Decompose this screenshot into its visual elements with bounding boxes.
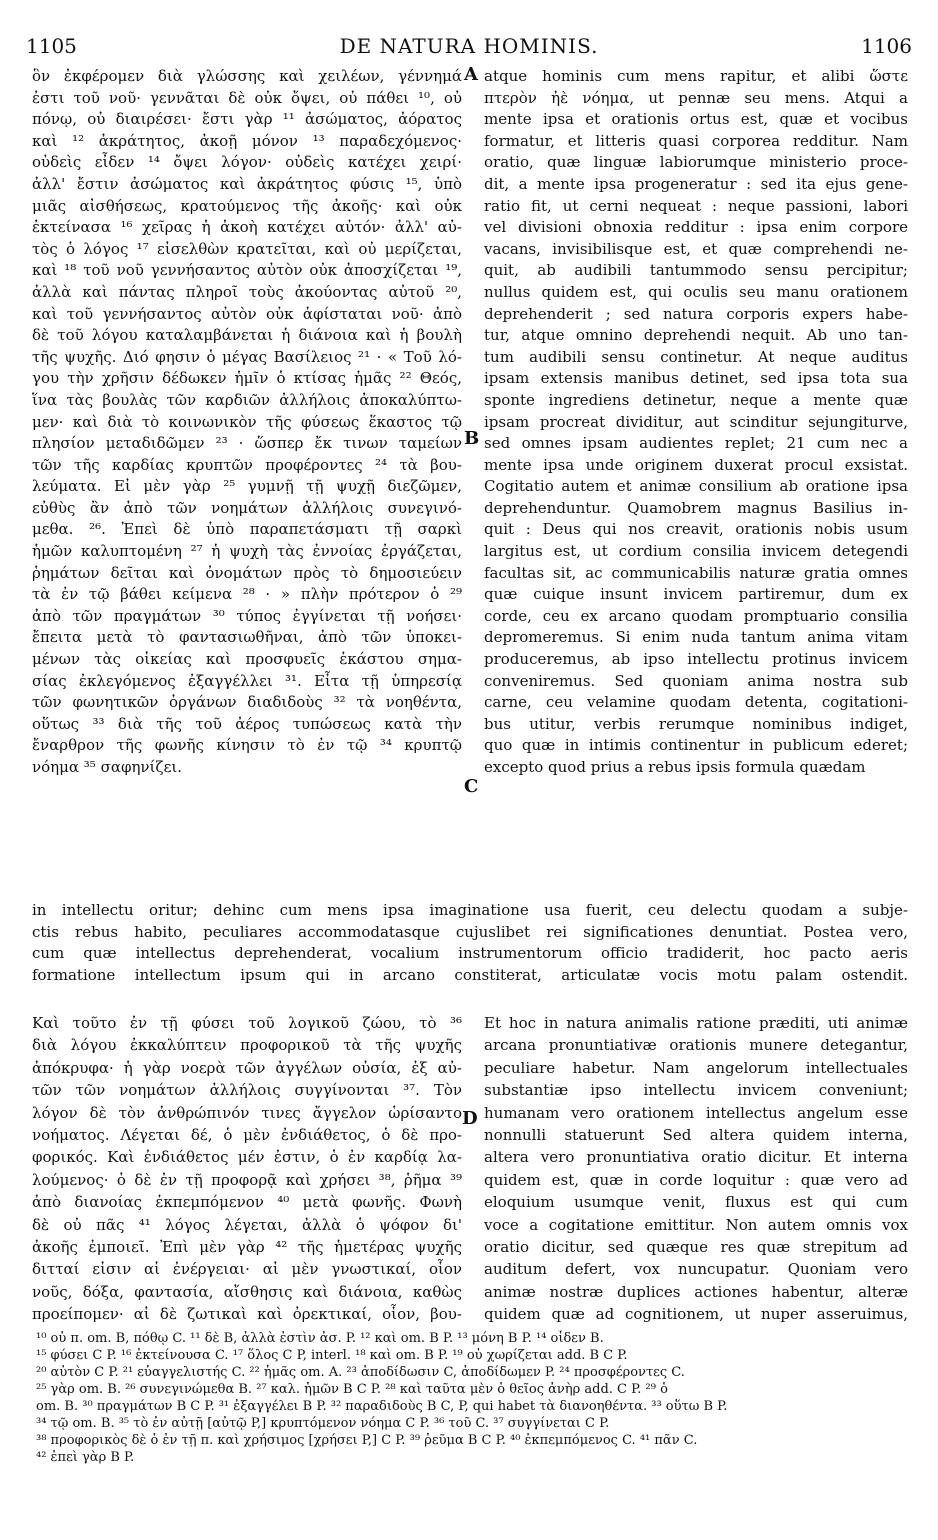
latin-text-line: vel divisioni obnoxia redditur : ipsa enim corpore [484,218,908,237]
footnote-line: ¹⁰ οὐ π. om. B, πόθῳ C. ¹¹ δὲ B, ἀλλὰ ἐστὶν ἀσ. P. ¹² καὶ om. B P. ¹³ μόνη B P. ¹⁴ οἶδεν B. [36,1331,604,1346]
latin-text-line: humanam vero orationem intellectus angelum esse [484,1103,908,1122]
latin-text-line: deprehenduntur. Quamobrem magnus Basilius in- [484,498,908,517]
greek-text-line: καὶ ¹⁸ τοῦ νοῦ γεννήσαντος αὐτὸν οὐκ ἀποσχίζεται ¹⁹, [32,261,462,280]
latin-text-line: carne, ceu velamine quodam detenta, cogitationi- [484,693,908,712]
latin-text-line: vacans, invisibilisque est, et quæ comprehendi ne- [484,239,908,258]
greek-text-line: σίας ἐκλεγόμενος ἐξαγγέλλει ³¹. Εἶτα τῇ ὑπηρεσίᾳ [32,671,462,690]
margin-letter-b: B [464,428,480,449]
latin-text-line: substantiæ ipso intellectu invicem conveniunt; [484,1081,908,1100]
latin-text-line: Cogitatio autem et animæ consilium ab oratione ipsa [484,477,908,496]
greek-text-line: ἀλλὰ καὶ πάντας πληροῖ τοὺς ἀκούοντας αὐτοῦ ²⁰, [32,282,462,301]
greek-text-line: καὶ τοῦ γεννήσαντος αὐτὸν οὐκ ἀφίσταται νοῦ· ἀπὸ [32,304,462,323]
greek-text-line: ἀπὸ διανοίας ἐκπεμπόμενον ⁴⁰ μετὰ φωνῆς. Φωνὴ [32,1193,462,1212]
greek-text-line: ὃν ἐκφέρομεν διὰ γλώσσης καὶ χειλέων, γέννημά [32,67,462,85]
latin-text-line: auditum defert, vox nuncupatur. Quoniam vero [484,1260,908,1279]
greek-text-line: μιᾶς αἰσθήσεως, κρατούμενος τῆς ἀκοῆς· καὶ οὐκ [32,196,462,215]
latin-text-line: quæ cuique insunt invicem partiremur, dum ex [484,585,908,604]
greek-text-line: γου τὴν χρῆσιν δέδωκεν ἡμῖν ὁ κτίσας ἡμᾶς ²² Θεός, [32,369,462,388]
latin-text-line: mente ipsa et orationis ortus est, quæ et vocibus [484,110,908,129]
latin-text-line: tur, atque omnino deprehendi nequit. Ab uno tan- [484,326,908,345]
footnote-line: ⁴² ἐπεὶ γὰρ B P. [36,1450,135,1465]
greek-text-line: τὸς ὁ λόγος ¹⁷ εἰσελθὼν κρατεῖται, καὶ οὐ μερίζεται, [32,239,462,258]
greek-text-line: Καὶ τοῦτο ἐν τῇ φύσει τοῦ λογικοῦ ζώου, τὸ ³⁶ [32,1014,462,1032]
latin-text-line: oratio, quæ linguæ labiorumque ministerio proce- [484,153,908,172]
greek-text-line: νοῦς, δόξα, φαντασία, αἴσθησις καὶ διάνοια, καθὼς [32,1282,462,1301]
greek-column [32,66,462,779]
latin-text-line: mente ipsa unde originem duxerat procul exsistat. [484,455,908,474]
footnote-line: ³⁸ προφορικὸς δὲ ὁ ἐν τῇ π. καὶ χρήσιμος [χρήσει P,] C P. ³⁹ ῥεῦμα B C P. ⁴⁰ ἐκπεμπόμενος C. ⁴¹ πᾶν C. [36,1433,698,1448]
latin-text-line: oratio dicitur, sed quæque res quæ strepitum ad [484,1238,908,1257]
latin-text-line: ratio fit, ut cerni nequeat : neque passioni, labori [484,196,908,215]
greek-text-line: πλησίον μεταδιδῶμεν ²³ · ὥσπερ ἔκ τινων ταμείων [32,434,462,453]
greek-text-line: νοήματος. Λέγεται δέ, ὁ μὲν ἐνδιάθετος, ὁ δὲ προ- [32,1126,462,1145]
greek-text-line: ἀλλ' ἔστιν ἀσώματος καὶ ἀκράτητος φύσις ¹⁵, ὑπὸ [32,174,462,193]
latin-text-line: πτερὸν ἠὲ νόημα, ut pennæ seu mens. Atqui a [484,88,908,107]
latin-text-line: altera vero pronuntiativa oratio dicitur. Et interna [484,1148,908,1167]
greek-text-line: ἐστι τοῦ νοῦ· γεννᾶται δὲ οὐκ ὄψει, οὐ πάθει ¹⁰, οὐ [32,88,462,107]
right-page-number: 1106 [861,34,912,58]
latin-text-line: sed omnes ipsam audientes replet; 21 cum nec a [484,434,908,453]
latin-text-line: in intellectu oritur; dehinc cum mens ipsa imaginatione usa fuerit, ceu delectu quodam a subje- [32,901,908,919]
latin-text-line: tum audibili sensu continetur. At neque auditus [484,347,908,366]
latin-text-line: quo quæ in intimis continentur in publicum ederet; [484,736,908,755]
page-header [0,0,938,56]
margin-letter-a: A [464,64,478,85]
latin-column-section-2 [484,1012,908,1326]
greek-text-line: ἀκοῆς ἐμποιεῖ. Ἐπὶ μὲν γὰρ ⁴² τῆς ἡμετέρας ψυχῆς [32,1238,462,1257]
greek-text-line: λόγον δὲ τὸν ἀνθρώπινόν τινες ἄγγελον ὡρίσαντο [32,1103,462,1122]
greek-text-line: μεν· καὶ διὰ τὸ κοινωνικὸν τῆς φύσεως ἕκαστος τῷ [32,412,462,431]
greek-text-line: τὰ ἐν τῷ βάθει κείμενα ²⁸ · » πλὴν πρότερον ὁ ²⁹ [32,585,462,604]
latin-text-line: animæ nostræ duplices actiones habentur, alteræ [484,1282,908,1301]
latin-text-line: ipsam procreat dividitur, aut scinditur sejungiturve, [484,412,908,431]
greek-text-line: ἔναρθρον τῆς φωνῆς κίνησιν τὸ ἐν τῷ ³⁴ κρυπτῷ [32,736,462,755]
greek-text-line: προείπομεν· αἱ δὲ ζωτικαὶ καὶ ὀρεκτικαί, οἷον, βου- [32,1305,462,1324]
greek-text-line: ἔπειτα μετὰ τὸ φαντασιωθῆναι, ἀπὸ τῶν ὑποκει- [32,628,462,647]
margin-letter-c: C [464,776,479,797]
greek-text-line: εὐθὺς ἂν ἀπὸ τῶν νοημάτων ἀλλήλοις συνεγινό- [32,498,462,517]
latin-text-line: atque hominis cum mens rapitur, et alibi ὥστε [484,67,908,85]
latin-text-line: arcana pronuntiativæ orationis munere detegantur, [484,1036,908,1055]
latin-text-line: peculiare habetur. Nam angelorum intellectuales [484,1058,908,1077]
latin-text-line: excepto quod prius a rebus ipsis formula quædam [484,758,866,776]
latin-text-line: depromeremus. Si enim nuda tantum anima vitam [484,628,908,647]
greek-text-line: τῶν φωνητικῶν ὀργάνων διαδιδοὺς ³² τὰ νοηθέντα, [32,693,462,712]
margin-letter-d: D [462,1108,478,1129]
greek-text-line: φορικός. Καὶ ἐνδιάθετος μέν ἐστιν, ὁ ἐν καρδίᾳ λα- [32,1148,462,1167]
greek-text-line: οὕτως ³³ διὰ τῆς τοῦ ἀέρος τυπώσεως κατὰ τὴν [32,714,462,733]
greek-text-line: ἡμῶν καλυπτομένη ²⁷ ἡ ψυχὴ τὰς ἐννοίας ἐργάζεται, [32,542,462,561]
greek-text-line: πόνῳ, οὐ διαιρέσει· ἔστι γὰρ ¹¹ ἀσώματος, ἀόρατος [32,110,462,129]
greek-text-line: δὲ τοῦ λόγου καταλαμβάνεται ἡ διάνοια καὶ ἡ βουλὴ [32,326,462,345]
greek-text-line: ῥημάτων δεῖται καὶ ὀνομάτων πρὸς τὸ δημοσιεύειν [32,563,462,582]
greek-text-line: νόημα ³⁵ σαφηνίζει. [32,758,182,776]
greek-text-line: μένων τὰς οἰκείας καὶ προσφυεῖς ἑκάστου σημα- [32,650,462,669]
latin-text-line: bus utitur, verbis rerumque nominibus indiget, [484,714,908,733]
greek-text-line: τῶν τῆς καρδίας κρυπτῶν προφέροντες ²⁴ τὰ βου- [32,455,462,474]
latin-text-line: nullus quidem est, qui oculis seu manu orationem [484,282,908,301]
greek-text-line: λεύματα. Εἰ μὲν γὰρ ²⁵ γυμνῇ τῇ ψυχῇ διεζῶμεν, [32,477,462,496]
footnote-line: ²⁵ γὰρ om. B. ²⁶ συνεγινώμεθα B. ²⁷ καλ. ἡμῶν B C P. ²⁸ καὶ ταῦτα μὲν ὁ θεῖος ἀνὴρ add. C P. ²⁹ ὁ [36,1382,668,1397]
greek-text-line: διὰ λόγου ἐκκαλύπτειν προφορικοῦ τὰ τῆς ψυχῆς [32,1036,462,1055]
latin-text-line: produceremus, ab ipso intellectu protinus invicem [484,650,908,669]
latin-text-line: formatione intellectum ipsum qui in arcano constiterat, articulatæ vocis motu palam ostendit. [32,965,908,984]
latin-text-line: sponte ingrediens detinetur, neque a mente quæ [484,390,908,409]
greek-text-line: οὐδεὶς εἶδεν ¹⁴ ὄψει λόγον· οὐδεὶς κατέχει χειρί· [32,153,462,172]
greek-text-line: τῶν τῶν νοημάτων ἀλλήλοις συγγίνονται ³⁷. Τὸν [32,1081,462,1100]
greek-text-line: καὶ ¹² ἀκράτητος, ἀκοῇ μόνον ¹³ παραδεχόμενος· [32,131,462,150]
running-title: DE NATURA HOMINIS. [339,34,599,58]
greek-text-line: ἀπὸ τῶν πραγμάτων ³⁰ τύπος ἐγγίνεται τῇ νοήσει· [32,606,462,625]
latin-text-line: Et hoc in natura animalis ratione præditi, uti animæ [484,1014,908,1032]
greek-text-line: μεθα. ²⁶. Ἐπεὶ δὲ ὑπὸ παραπετάσματι τῇ σαρκὶ [32,520,462,539]
latin-text-line: ctis rebus habito, peculiares accommodatasque cujuslibet rei significationes denuntiat. Postea vero, [32,922,908,941]
latin-text-line: facultas sit, ac communicabilis naturæ gratia omnes [484,563,908,582]
latin-text-line: quidem est, quæ in corde loquitur : quæ vero ad [484,1170,908,1189]
latin-text-line: dit, a mente ipsa progeneratur : sed ita ejus gene- [484,174,908,193]
greek-column-section-2 [32,1012,462,1326]
latin-text-line: formatur, et litteris quasi corporea redditur. Nam [484,131,908,150]
greek-text-line: τῆς ψυχῆς. Διό φησιν ὁ μέγας Βασίλειος ²¹ · « Τοῦ λό- [32,347,462,366]
latin-text-line: corde, ceu ex arcano quodam promptuario consilia [484,606,908,625]
greek-text-line: διτταί εἰσιν αἱ ἐνέργειαι· αἱ μὲν γνωστικαί, οἷον [32,1260,462,1279]
latin-text-line: deprehenderit ; sed natura corporis expers habe- [484,304,908,323]
latin-text-line: eloquium usumque venit, fluxus est qui cum [484,1193,908,1212]
latin-text-line: largitus est, ut cordium consilia invicem detegendi [484,542,908,561]
latin-text-line: cum quæ intellectus deprehenderat, vocalium instrumentorum officio tradiderit, hoc pacto aeris [32,944,908,963]
footnote-line: om. B. ³⁰ πραγμάτων B C P. ³¹ ἐξαγγέλει B P. ³² παραδιδοὺς B C, P, qui habet τὰ διανοηθέντα. ³³ οὕτω B P. [36,1399,728,1414]
greek-text-line: ἵνα τὰς βουλὰς τῶν καρδιῶν ἀλλήλοις ἀποκαλύπτω- [32,390,462,409]
latin-text-line: conveniremus. Sed quoniam anima nostra sub [484,671,908,690]
latin-text-line: voce a cogitatione emittitur. Non autem omnis vox [484,1215,908,1234]
footnote-line: ³⁴ τῷ om. B. ³⁵ τὸ ἐν αὐτῇ [αὐτῷ P,] κρυπτόμενον νόημα C P. ³⁶ τοῦ C. ³⁷ συγγίνεται C P. [36,1416,610,1431]
latin-text-line: ipsam extensis manibus detinet, sed ipsa tota sua [484,369,908,388]
latin-text-line: quidem quæ ad cognitionem, ut nuper asseruimus, [484,1305,908,1324]
greek-text-line: δὲ οὐ πᾶς ⁴¹ λόγος λέγεται, ἀλλὰ ὁ ψόφον δι' [32,1215,462,1234]
latin-column [484,66,908,779]
footnote-line: ²⁰ αὐτὸν C P. ²¹ εὐαγγελιστής C. ²² ἡμᾶς om. A. ²³ ἀποδίδωσιν C, ἀποδίδωμεν P. ²⁴ προσφέροντες C. [36,1365,685,1380]
left-page-number: 1105 [26,34,77,58]
latin-text-line: quit : Deus qui nos creavit, orationis nobis usum [484,520,908,539]
greek-text-line: ἀπόκρυφα· ἡ γὰρ νοερὰ τῶν ἀγγέλων οὐσία, ἐξ αὐ- [32,1058,462,1077]
footnotes [36,1330,908,1466]
greek-text-line: ἐκτείνασα ¹⁶ χεῖρας ἡ ἀκοὴ κατέχει αὐτόν· ἀλλ' αὐ- [32,218,462,237]
latin-text-line: quit, ab audibili tantummodo sensu percipitur; [484,261,908,280]
full-width-latin-paragraph [32,900,908,986]
greek-text-line: λούμενος· ὁ δὲ ἐν τῇ προφορᾷ καὶ χρήσει ³⁸, ῥῆμα ³⁹ [32,1170,462,1189]
latin-text-line: nonnulli statuerunt Sed altera quidem interna, [484,1126,908,1145]
footnote-line: ¹⁵ φύσει C P. ¹⁶ ἐκτείνουσα C. ¹⁷ ὅλος C P, interl. ¹⁸ καὶ om. B P. ¹⁹ οὐ χωρίζεται add. B C P. [36,1348,628,1363]
